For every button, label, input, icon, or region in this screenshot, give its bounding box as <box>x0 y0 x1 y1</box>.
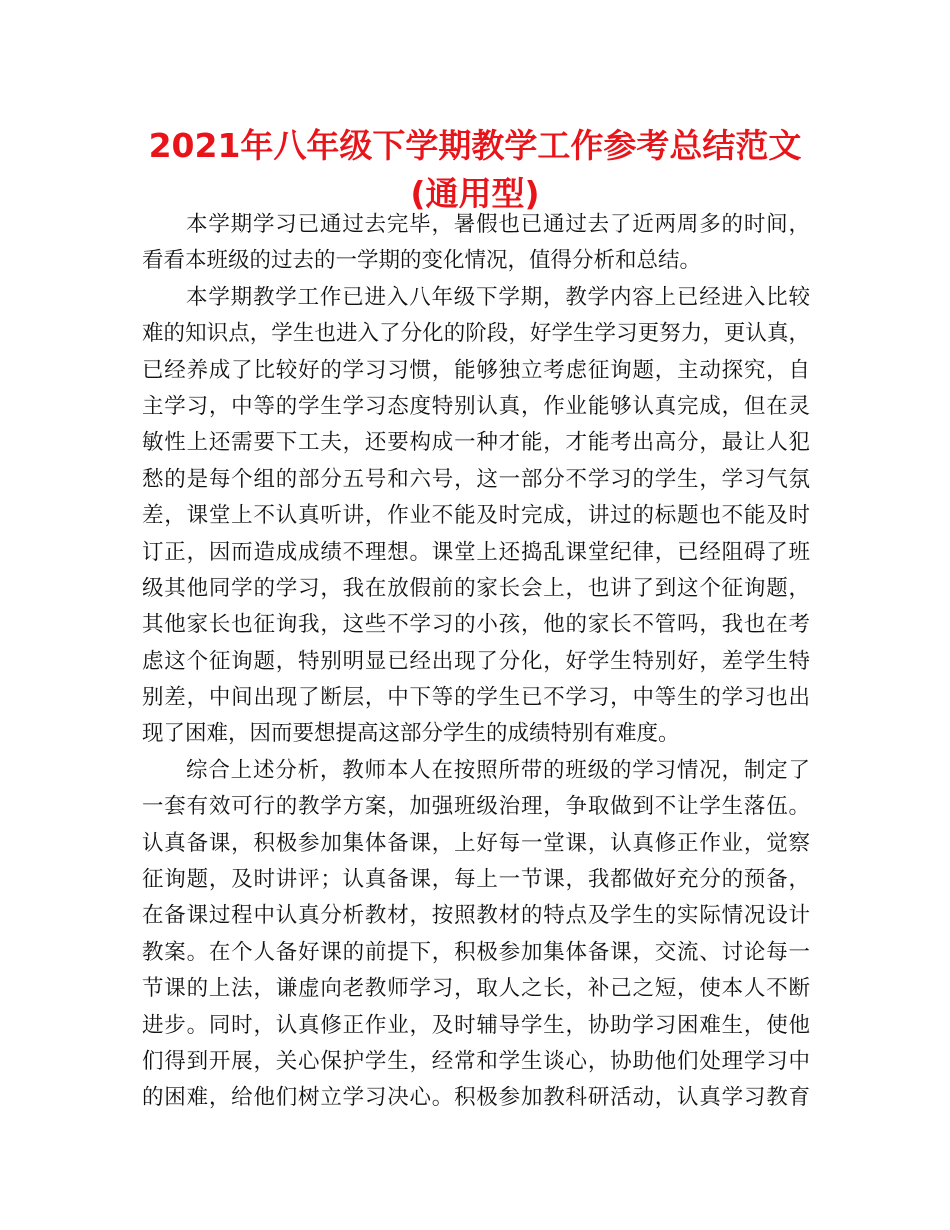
body-line: 别差，中间出现了断层，中下等的学生已不学习，中等生的学习也出 <box>142 685 810 711</box>
body-line: 现了困难，因而要想提高这部分学生的成绩特别有难度。 <box>142 721 680 747</box>
body-line: 看看本班级的过去的一学期的变化情况，值得分析和总结。 <box>142 248 702 274</box>
body-line: 主学习，中等的学生学习态度特别认真，作业能够认真完成，但在灵 <box>142 393 810 419</box>
body-line: 差，课堂上不认真听讲，作业不能及时完成，讲过的标题也不能及时 <box>142 503 810 529</box>
body-line: 愁的是每个组的部分五号和六号，这一部分不学习的学生，学习气氛 <box>142 466 810 492</box>
body-line: 综合上述分析，教师本人在按照所带的班级的学习情况，制定了 <box>186 757 810 783</box>
document-body <box>142 207 810 1117</box>
body-line: 敏性上还需要下工夫，还要构成一种才能，才能考出高分，最让人犯 <box>142 430 810 456</box>
document-subtitle: (通用型) <box>410 174 540 213</box>
body-line: 们得到开展，关心保护学生，经常和学生谈心，协助他们处理学习中 <box>142 1048 810 1074</box>
body-line: 级其他同学的学习，我在放假前的家长会上，也讲了到这个征询题， <box>142 575 810 601</box>
body-line: 节课的上法，谦虚向老教师学习，取人之长，补己之短，使本人不断 <box>142 976 810 1002</box>
body-line: 虑这个征询题，特别明显已经出现了分化，好学生特别好，差学生特 <box>142 648 810 674</box>
body-line: 教案。在个人备好课的前提下，积极参加集体备课，交流、讨论每一 <box>142 939 810 965</box>
body-line: 订正，因而造成成绩不理想。课堂上还捣乱课堂纪律，已经阻碍了班 <box>142 539 810 565</box>
body-line: 其他家长也征询我，这些不学习的小孩，他的家长不管吗，我也在考 <box>142 612 810 638</box>
body-line: 难的知识点，学生也进入了分化的阶段，好学生学习更努力，更认真， <box>142 321 810 347</box>
body-line: 认真备课，积极参加集体备课，上好每一堂课，认真修正作业，觉察 <box>142 830 810 856</box>
body-line: 本学期学习已通过去完毕，暑假也已通过去了近两周多的时间， <box>186 212 810 237</box>
document-title: 2021年八年级下学期教学工作参考总结范文 <box>148 126 802 165</box>
body-line: 征询题，及时讲评；认真备课，每上一节课，我都做好充分的预备， <box>142 867 810 893</box>
body-line: 进步。同时，认真修正作业，及时辅导学生，协助学习困难生，使他 <box>142 1012 810 1038</box>
body-line: 在备课过程中认真分析教材，按照教材的特点及学生的实际情况设计 <box>142 903 810 929</box>
body-line: 已经养成了比较好的学习习惯，能够独立考虑征询题，主动探究，自 <box>142 357 810 383</box>
body-line: 一套有效可行的教学方案，加强班级治理，争取做到不让学生落伍。 <box>142 794 810 820</box>
body-line: 本学期教学工作已进入八年级下学期，教学内容上已经进入比较 <box>186 284 810 310</box>
body-line: 的困难，给他们树立学习决心。积极参加教科研活动，认真学习教育 <box>142 1085 810 1111</box>
